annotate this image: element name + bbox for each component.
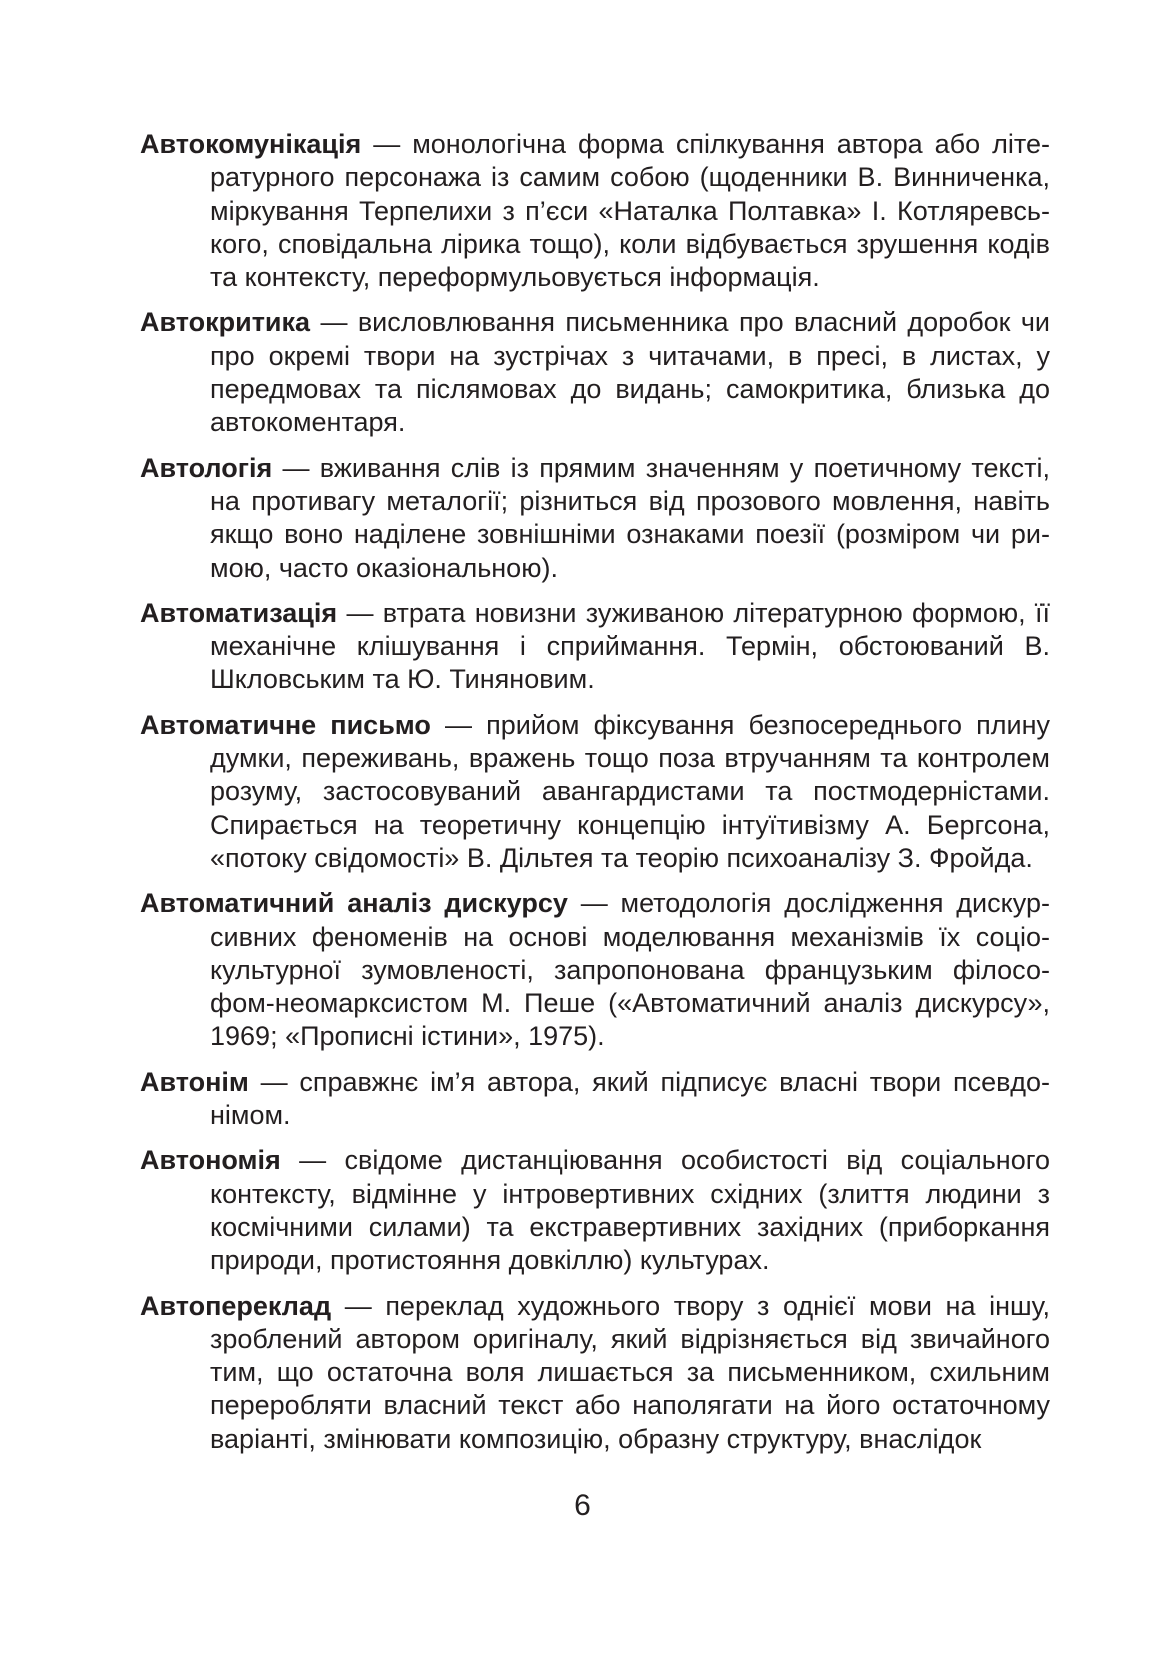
entry-avtomatychnyi-analiz-dyskursu [140, 887, 1050, 1053]
entry-dash: — [282, 452, 310, 483]
entry-dash: — [445, 709, 473, 740]
entry-definition: вживання слів із прямим значенням у поетичному тексті, на противагу металогії; різниться від прозового мовлення, навіть якщо воно наділене зовнішніми ознаками поезії (розміром чи римою, часто оказіональною). [210, 452, 1050, 583]
entry-definition: методологія дослідження дискурсивних феноменів на основі моделювання механізмів їх соціокультурної зумовленості, запропонована французьким філософом-неомарксистом М. Пеше («Автоматичний аналіз дискурсу», 1969; «Прописні істини», 1975). [210, 888, 1050, 1052]
entry-dash: — [299, 1145, 327, 1176]
entry-avtonomiia [140, 1144, 1050, 1277]
entry-dash: — [260, 1066, 288, 1097]
entry-definition: монологічна форма спілкування автора або літературного персонажа із самим собою (щоденники В. Винниченка, міркування Терпелихи з п’єси «Наталка Полтавка» І. Котляревського, сповідальна лірика тощо), коли відбувається зрушення кодів та контексту, переформульовується інформація. [210, 129, 1050, 293]
entry-term: Автонім [140, 1066, 249, 1097]
dictionary-page [140, 128, 1050, 1468]
entry-definition: прийом фіксування безпосереднього плину думки, переживань, вражень тощо поза втручанням та контролем розуму, застосовуваний авангардистами та постмодерністами. Спирається на теоретичну концепцію інтуїтивізму А. Бергсона, «потоку свідомості» В. Дільтея та теорію психоаналізу З. Фройда. [210, 709, 1050, 873]
entry-term: Автологія [140, 452, 273, 483]
entry-dash: — [373, 129, 401, 159]
entry-definition: свідоме дистанціювання особистості від соціального контексту, відмінне у інтровертивних східних (злиття людини з космічними силами) та екстравертивних західних (приборкання природи, протистояння довкіллю) культурах. [210, 1145, 1050, 1276]
entry-dash: — [344, 1290, 372, 1321]
entry-term: Автоматизація [140, 597, 338, 628]
entry-avtokrytyka [140, 306, 1050, 439]
entry-avtomatyzatsiia [140, 597, 1050, 697]
entry-dash: — [320, 307, 348, 338]
entry-term: Автоматичне письмо [140, 709, 431, 740]
entry-dash: — [580, 888, 608, 919]
entry-avtolohiia [140, 452, 1050, 585]
entry-definition: справжнє ім’я автора, який підписує власні твори псевдонімом. [210, 1066, 1050, 1131]
entry-avtomatychne-pysmo [140, 709, 1050, 875]
entry-term: Автокритика [140, 307, 311, 338]
entry-avtonim [140, 1066, 1050, 1133]
entry-term: Автокомунікація [140, 129, 362, 159]
entry-definition: втрата новизни зуживаною літературною формою, її механічне клішування і сприймання. Термін, обстоюваний В. Шкловським та Ю. Тиняновим. [210, 597, 1050, 695]
page-number: 6 [574, 1489, 591, 1522]
entry-term: Автономія [140, 1145, 281, 1176]
entry-dash: — [346, 597, 374, 628]
entry-definition: висловлювання письменника про власний доробок чи про окремі твори на зустрічах з читачами, в пресі, в листах, у передмовах та післямовах до видань; самокритика, близька до автокоментаря. [210, 307, 1050, 438]
entry-term: Автоматичний аналіз дискурсу [140, 888, 568, 919]
entry-term: Автопереклад [140, 1290, 332, 1321]
entry-avtokomunikatsiia [140, 128, 1050, 294]
entry-avtopereklad [140, 1290, 1050, 1456]
entry-definition: переклад художнього твору з однієї мови на іншу, зроблений автором оригіналу, який відрізняється від звичайного тим, що остаточна воля лишається за письменником, схильним переробляти власний текст або наполягати на його остаточному варіанті, змінювати композицію, образну структуру, внаслідок [210, 1290, 1050, 1454]
